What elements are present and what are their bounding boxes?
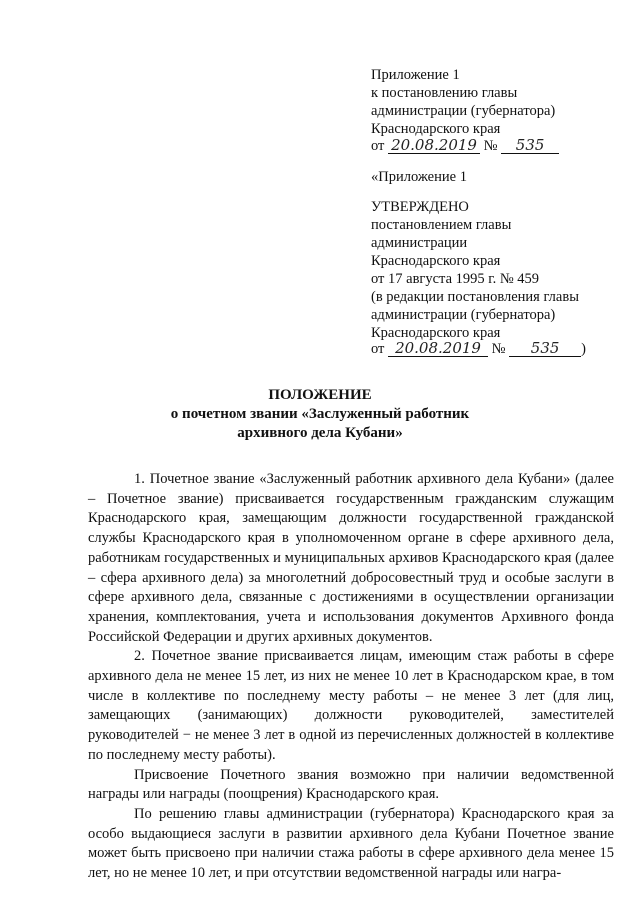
appendix-date-line xyxy=(371,137,559,155)
approved-from-label: от xyxy=(371,341,385,357)
document-body xyxy=(88,470,614,884)
paragraph-1: 1. Почетное звание «Заслуженный работник архивного дела Кубани» (далее – Почетное звание) присваивается государственным гражданским служащим Краснодарского края, замещающим должности государственной гражданской службы Краснодарского края в уполномоченном органе в сфере архивного дела, работникам государственных и муниципальных архивов Краснодарского края (далее – сфера архивного дела) за многолетний добросовестный труд и особые заслуги в сфере архивного дела, связанные с достижениями в осуществлении организации хранения, комплектования, учета и использования документов Архивного фонда Российской Федерации и других архивных документов. xyxy=(88,471,614,645)
appendix-from-label: от xyxy=(371,138,385,154)
doc-subtitle-1: о почетном звании «Заслуженный работник xyxy=(170,406,470,422)
appendix-line-4: Краснодарского края xyxy=(371,121,501,137)
approved-line-7: администрации (губернатора) xyxy=(371,307,556,323)
quote-appendix: «Приложение 1 xyxy=(371,169,467,185)
paragraph-2: 2. Почетное звание присваивается лицам, имеющим стаж работы в сфере архивного дела не менее 15 лет, из них не менее 10 лет в Краснодарском крае, в том числе в коллективе по последнему месту работы – не менее 3 лет (для лиц, замещающих (занимающих) должности руководителей, заместителей руководителей − не менее 3 лет в одной из перечисленных должностей в коллективе по последнему месту работы). xyxy=(88,648,614,763)
approved-line-2: постановлением главы xyxy=(371,217,512,233)
approved-line-6: (в редакции постановления главы xyxy=(371,289,579,305)
appendix-date: 20.08.2019 xyxy=(388,137,480,154)
approved-line-5: от 17 августа 1995 г. № 459 xyxy=(371,271,540,287)
approved-date: 20.08.2019 xyxy=(388,340,488,357)
approved-number: 535 xyxy=(509,340,581,357)
doc-title: ПОЛОЖЕНИЕ xyxy=(268,387,372,403)
appendix-line-3: администрации (губернатора) xyxy=(371,103,556,119)
appendix-line-2: к постановлению главы xyxy=(371,85,518,101)
appendix-line-1: Приложение 1 xyxy=(371,67,460,83)
approved-number-sign: № xyxy=(491,341,506,357)
appendix-number-sign: № xyxy=(483,138,498,154)
doc-subtitle-2: архивного дела Кубани» xyxy=(237,425,403,441)
paragraph-3: Присвоение Почетного звания возможно при наличии ведомственной награды или награды (поощрения) Краснодарского края. xyxy=(88,766,614,803)
approved-close-paren: ) xyxy=(581,341,586,357)
paragraph-4: По решению главы администрации (губернатора) Краснодарского края за особо выдающиеся заслуги в развитии архивного дела Кубани Почетное звание может быть присвоено при наличии стажа работы в сфере архивного дела менее 15 лет, но не менее 10 лет, и при отсутствии ведомственной награды или награ- xyxy=(88,805,614,882)
appendix-number: 535 xyxy=(501,137,559,154)
approved-line-3: администрации xyxy=(371,235,468,251)
approved-line-8: Краснодарского края xyxy=(371,325,501,341)
approved-line-1: УТВЕРЖДЕНО xyxy=(371,199,469,215)
approved-line-4: Краснодарского края xyxy=(371,253,501,269)
approved-date-line xyxy=(371,340,586,358)
